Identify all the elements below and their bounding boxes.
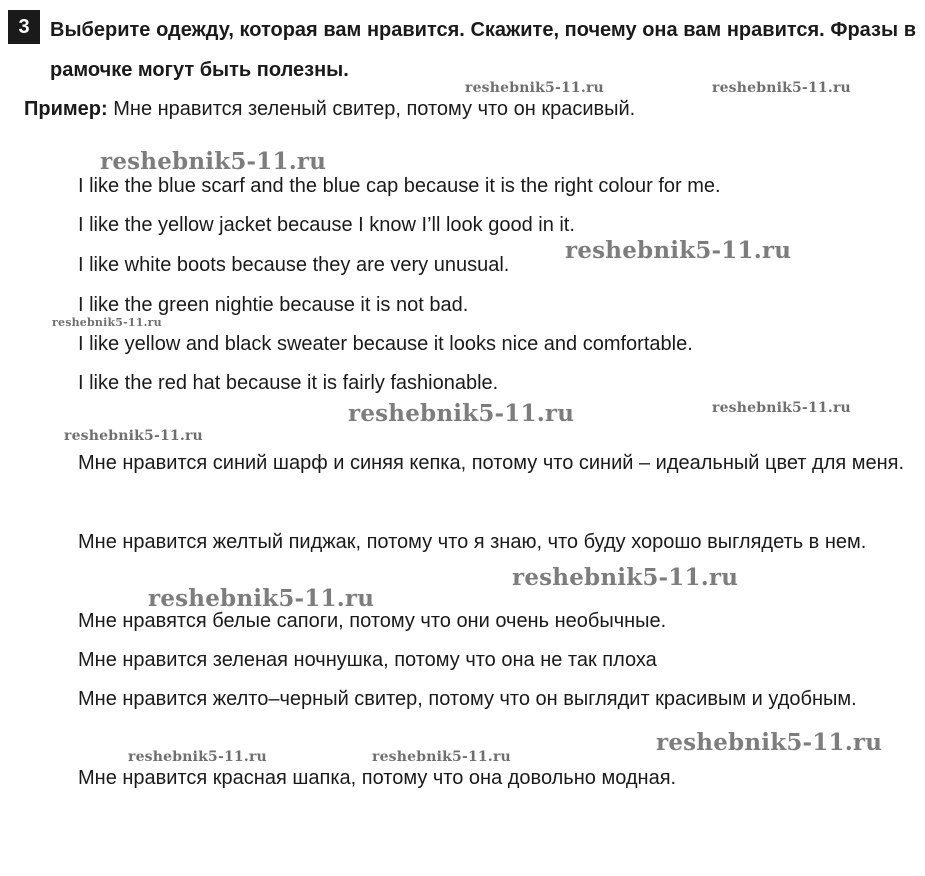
- task-instruction: Выберите одежду, которая вам нравится. Скажите, почему она вам нравится. Фразы в рамочке могут быть полезны.: [50, 19, 916, 81]
- task-number-badge: 3: [8, 10, 40, 44]
- english-line: I like white boots because they are very unusual.: [78, 254, 510, 276]
- english-line: I like the yellow jacket because I know I’ll look good in it.: [78, 214, 575, 236]
- english-line: I like the green nightie because it is not bad.: [78, 294, 469, 316]
- russian-paragraph: Мне нравится красная шапка, потому что она довольно модная.: [78, 767, 677, 789]
- watermark: reshebnik5-11.ru: [565, 237, 792, 264]
- watermark: reshebnik5-11.ru: [656, 729, 883, 756]
- english-line: I like the blue scarf and the blue cap because it is the right colour for me.: [78, 175, 721, 197]
- watermark: reshebnik5-11.ru: [712, 80, 851, 96]
- english-line: I like yellow and black sweater because it looks nice and comfortable.: [78, 333, 693, 355]
- russian-paragraph: Мне нравится синий шарф и синяя кепка, потому что синий – идеальный цвет для меня.: [78, 452, 905, 474]
- russian-paragraph: Мне нравится желтый пиджак, потому что я знаю, что буду хорошо выглядеть в нем.: [78, 531, 867, 553]
- russian-paragraph: Мне нравятся белые сапоги, потому что они очень необычные.: [78, 610, 667, 632]
- watermark: reshebnik5-11.ru: [512, 564, 739, 591]
- example-label: Пример:: [24, 98, 108, 120]
- watermark: reshebnik5-11.ru: [64, 428, 203, 444]
- watermark: reshebnik5-11.ru: [52, 316, 162, 329]
- watermark: reshebnik5-11.ru: [348, 400, 575, 427]
- watermark: reshebnik5-11.ru: [100, 148, 327, 175]
- watermark: reshebnik5-11.ru: [372, 749, 511, 765]
- watermark: reshebnik5-11.ru: [148, 585, 375, 612]
- russian-paragraph: Мне нравится желто–черный свитер, потому что он выглядит красивым и удобным.: [78, 688, 857, 710]
- watermark: reshebnik5-11.ru: [712, 400, 851, 416]
- english-line: I like the red hat because it is fairly fashionable.: [78, 372, 499, 394]
- example-text: Мне нравится зеленый свитер, потому что он красивый.: [107, 98, 636, 120]
- watermark: reshebnik5-11.ru: [128, 749, 267, 765]
- watermark: reshebnik5-11.ru: [465, 80, 604, 96]
- russian-paragraph: Мне нравится зеленая ночнушка, потому что она не так плоха: [78, 649, 657, 671]
- example-line: [24, 95, 635, 123]
